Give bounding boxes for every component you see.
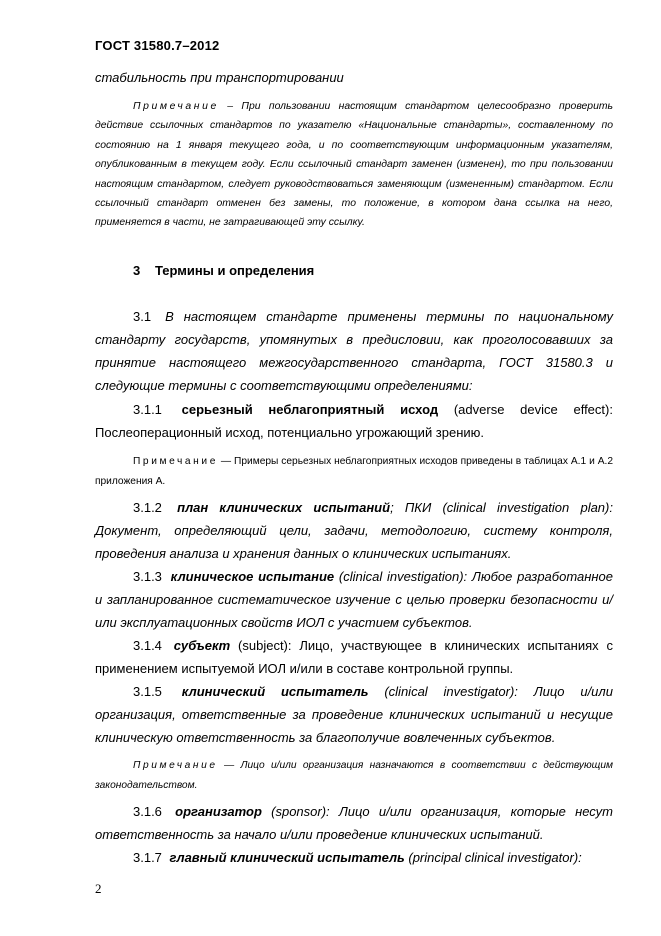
clause-number: 3.1.4: [133, 638, 162, 653]
term: серьезный неблагоприятный исход: [181, 402, 439, 417]
document-header: ГОСТ 31580.7–2012: [95, 38, 220, 53]
clause-3-1: [95, 305, 613, 397]
definition: (clinical investigation): Любое разработанное и запланированное систематическое изучение с целью проверки безопасности и/или эксплуатационных свойств ИОЛ с участием субъектов.: [95, 569, 613, 630]
clause-number: 3.1: [133, 309, 152, 324]
note-text: — Лицо и/или организация назначаются в соответствии с действующим законодательством.: [95, 760, 613, 791]
term: клинический испытатель: [181, 684, 369, 699]
note-label: Примечание: [133, 101, 219, 112]
definition: (sponsor): Лицо и/или организация, которые несут ответственность за начало и/или проведение клинических испытаний.: [95, 804, 613, 842]
clause-3-1-2: [95, 496, 613, 565]
clause-number: 3.1.5: [133, 684, 162, 699]
page-number: 2: [95, 881, 102, 896]
definition: (principal clinical investigator):: [404, 850, 582, 865]
term: план клинических испытаний: [177, 500, 391, 515]
clause-number: 3.1.2: [133, 500, 162, 515]
section-number: 3: [133, 263, 141, 278]
clause-number: 3.1.6: [133, 804, 162, 819]
clause-3-1-7: [95, 846, 613, 869]
clause-3-1-6: [95, 800, 613, 846]
clause-text: В настоящем стандарте применены термины по национальному стандарту государств, упомянутых в предисловии, как проголосовавших за принятие настоящего межгосударственного стандарта, ГОСТ 31580.3 и следующие термины с соответствующими определениями:: [95, 309, 613, 393]
note-text: — Примеры серьезных неблагоприятных исходов приведены в таблицах А.1 и А.2 приложения А.: [95, 456, 613, 487]
clause-3-1-1: [95, 398, 613, 444]
lead-text: стабильность при транспортировании: [95, 70, 344, 85]
clause-number: 3.1.1: [133, 402, 162, 417]
definition: ; ПКИ (clinical investigation plan): Документ, определяющий цели, задачи, методологию, систему контроля, проведения анализа и хранения данных о клинических испытаниях.: [95, 500, 613, 561]
section-heading: [133, 263, 314, 278]
clause-3-1-4: [95, 634, 613, 680]
definition: (subject): Лицо, участвующее в клинических испытаниях с применением испытуемой ИОЛ и/или в составе контрольной группы.: [95, 638, 613, 676]
term: субъект: [173, 638, 231, 653]
clause-3-1-5: [95, 680, 613, 749]
term: клиническое испытание: [170, 569, 335, 584]
term: организатор: [175, 804, 262, 819]
clause-number: 3.1.3: [133, 569, 162, 584]
clause-number: 3.1.7: [133, 850, 162, 865]
note-adverse-effects: [95, 452, 613, 492]
term: главный клинический испытатель: [169, 850, 405, 865]
note-label: Примечание: [133, 456, 218, 467]
section-title: Термины и определения: [155, 263, 315, 278]
note-text: – При пользовании настоящим стандартом целесообразно проверить действие ссылочных стандартов по указателю «Национальные стандарты», составленному по состоянию на 1 января текущего года, и по соответствующим информационным указателям, опубликованным в текущем году. Если ссылочный стандарт заменен (изменен), то при пользовании настоящим стандартом, следует руководствоваться заменяющим (измененным) стандартом. Если ссылочный стандарт отменен без замены, то положение, в котором дана ссылка на него, применяется в части, не затрагивающей эту ссылку.: [95, 101, 613, 229]
clause-3-1-3: [95, 565, 613, 634]
definition: (adverse device effect): Послеоперационный исход, потенциально угрожающий зрению.: [95, 402, 613, 440]
definition: (clinical investigator): Лицо и/или организация, ответственные за проведение клинических испытаний и несущие клиническую ответственность за благополучие вовлеченных субъектов.: [95, 684, 613, 745]
reference-note: [95, 97, 613, 233]
note-label: Примечание: [133, 760, 218, 771]
note-investigator: [95, 756, 613, 796]
